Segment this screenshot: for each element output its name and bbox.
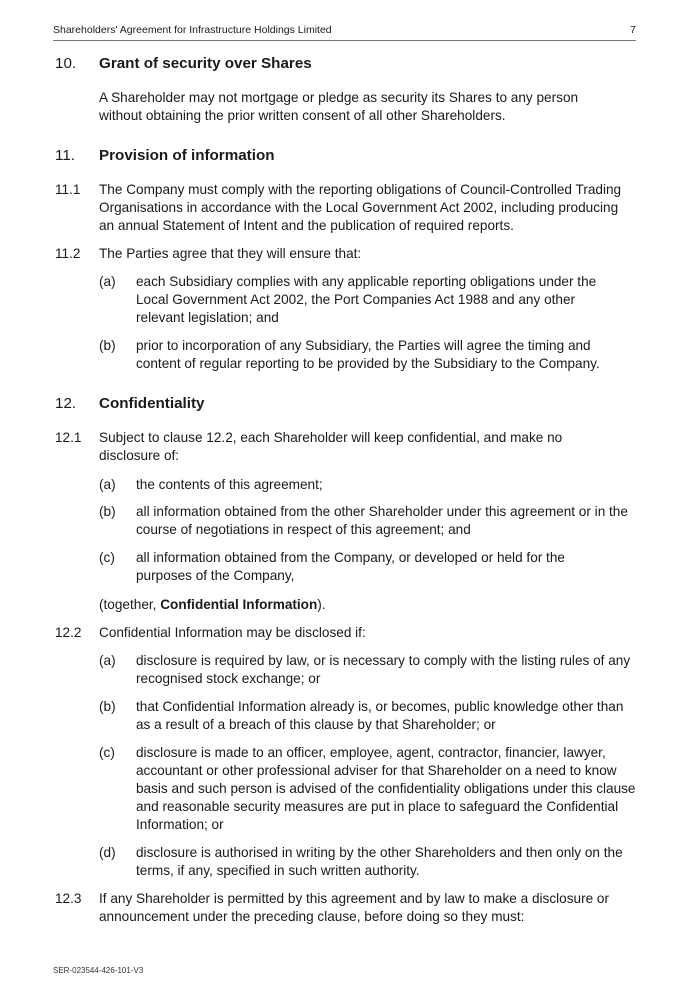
definition-suffix: ). bbox=[317, 597, 326, 612]
clause-11-2-a-text: each Subsidiary complies with any applicable reporting obligations under the Local Government Act 2002, the Port Companies Act 1988 and any other relevant legislation; and bbox=[136, 274, 597, 325]
confidential-information-definition bbox=[99, 596, 599, 614]
clause-12-2-c-label: (c) bbox=[99, 745, 115, 760]
page-header bbox=[53, 22, 636, 41]
defined-term: Confidential Information bbox=[160, 597, 318, 612]
clause-11-2-a-label: (a) bbox=[99, 274, 116, 289]
clause-12-3-number: 12.3 bbox=[55, 891, 82, 906]
document-id: SER-023544-426-101-V3 bbox=[53, 966, 144, 975]
clause-11-1-text: The Company must comply with the reporting obligations of Council-Controlled Trading Organisations in accordance with the Local Government Act 2002, including producing an annual Statement of Intent and the publication of required reports. bbox=[99, 182, 622, 233]
clause-12-3-text: If any Shareholder is permitted by this agreement and by law to make a disclosure or announcement under the preceding clause, before doing so they must: bbox=[99, 891, 610, 924]
clause-12-1-b-text: all information obtained from the other Shareholder under this agreement or in the course of negotiations in respect of this agreement; and bbox=[136, 504, 628, 537]
clause-12-1-c-text: all information obtained from the Company, or developed or held for the purposes of the Company, bbox=[136, 550, 565, 583]
definition-prefix: (together, bbox=[99, 597, 161, 612]
section-10-paragraph: A Shareholder may not mortgage or pledge as security its Shares to any person without obtaining the prior written consent of all other Shareholders. bbox=[99, 90, 579, 123]
clause-11-1-number: 11.1 bbox=[55, 182, 81, 197]
section-10-number: 10. bbox=[55, 55, 77, 72]
clause-11-2-b-label: (b) bbox=[99, 338, 116, 353]
clause-12-2-a-label: (a) bbox=[99, 653, 116, 668]
clause-12-1-text: Subject to clause 12.2, each Shareholder will keep confidential, and make no disclosure of: bbox=[99, 430, 563, 463]
header-title: Shareholders' Agreement for Infrastructure Holdings Limited bbox=[53, 24, 332, 36]
clause-12-2-b-text: that Confidential Information already is, or becomes, public knowledge other than as a result of a breach of this clause by that Shareholder; or bbox=[136, 699, 624, 732]
clause-12-2-d-label: (d) bbox=[99, 845, 116, 860]
clause-12-1-b-label: (b) bbox=[99, 504, 116, 519]
clause-11-2-b-text: prior to incorporation of any Subsidiary, the Parties will agree the timing and content of regular reporting to be provided by the Subsidiary to the Company. bbox=[136, 338, 600, 371]
clause-11-2-number: 11.2 bbox=[55, 246, 81, 261]
section-11-heading: Provision of information bbox=[99, 147, 275, 164]
clause-12-2-number: 12.2 bbox=[55, 625, 82, 640]
clause-12-1-a-label: (a) bbox=[99, 477, 116, 492]
clause-12-2-c-text: disclosure is made to an officer, employee, agent, contractor, financier, lawyer, accountant or other professional adviser for that Shareholder on a need to know basis and such person is advised of the confidentiality obligations under this clause and reasonable security measures are put in place to safeguard the Confidential Information; or bbox=[136, 745, 636, 832]
clause-12-2-b-label: (b) bbox=[99, 699, 116, 714]
clause-12-2-a-text: disclosure is required by law, or is necessary to comply with the listing rules of any recognised stock exchange; or bbox=[136, 653, 631, 686]
clause-12-1-number: 12.1 bbox=[55, 430, 82, 445]
clause-12-2-d-text: disclosure is authorised in writing by the other Shareholders and then only on the terms, if any, specified in such written authority. bbox=[136, 845, 623, 878]
clause-12-2-text: Confidential Information may be disclosed if: bbox=[99, 625, 366, 640]
clause-12-1-a-text: the contents of this agreement; bbox=[136, 477, 323, 492]
section-11-number: 11. bbox=[55, 147, 75, 164]
page-number: 7 bbox=[630, 24, 636, 36]
section-12-number: 12. bbox=[55, 395, 77, 412]
clause-12-1-c-label: (c) bbox=[99, 550, 115, 565]
clause-11-2-text: The Parties agree that they will ensure that: bbox=[99, 246, 362, 261]
section-12-heading: Confidentiality bbox=[99, 395, 205, 412]
section-10-heading: Grant of security over Shares bbox=[99, 55, 312, 72]
